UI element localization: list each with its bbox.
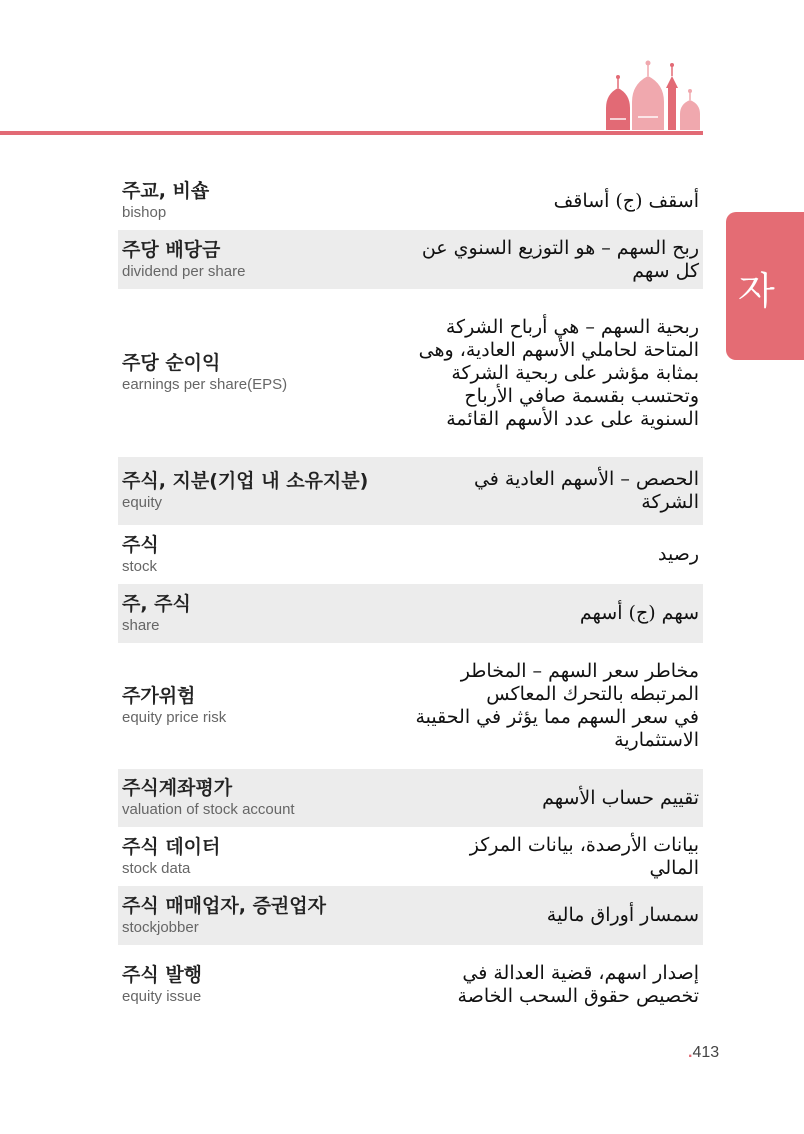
glossary-entry bbox=[118, 457, 703, 525]
glossary-entry bbox=[118, 289, 703, 457]
term-arabic: ربحية السهم – هي أرباح الشركة المتاحة لحاملي الأسهم العادية، وهى بمثابة مؤشر على ربحية الشركة وتحتسب بقسمة صافي الأرباح السنوية على عدد الأسهم القائمة bbox=[418, 315, 699, 430]
term-korean: 주식, 지분(기업 내 소유지분) bbox=[122, 470, 369, 492]
glossary-list bbox=[118, 172, 703, 1025]
glossary-entry bbox=[118, 525, 703, 584]
term-arabic: ربح السهم – هو التوزيع السنوي عن كل سهم bbox=[421, 236, 699, 282]
term-english: earnings per share(EPS) bbox=[122, 376, 288, 393]
term-arabic: سمسار أوراق مالية bbox=[546, 904, 699, 926]
term-arabic: سهم (ج) أسهم bbox=[579, 602, 699, 624]
glossary-entry bbox=[118, 886, 703, 945]
term-english: share bbox=[122, 616, 160, 634]
term-korean: 주식 매매업자, 증권업자 bbox=[122, 894, 326, 917]
term-arabic: إصدار اسهم، قضية العدالة في تخصيص حقوق السحب الخاصة bbox=[457, 962, 699, 1007]
glossary-entry bbox=[118, 643, 703, 769]
term-korean: 주교, 비숍 bbox=[122, 180, 210, 202]
term-arabic: بيانات الأرصدة، بيانات المركز المالي bbox=[469, 833, 699, 879]
term-arabic: رصيد bbox=[657, 543, 699, 565]
term-korean: 주식 데이터 bbox=[122, 835, 221, 858]
term-korean: 주식 bbox=[122, 533, 159, 556]
glossary-entry bbox=[118, 584, 703, 643]
term-english: equity issue bbox=[122, 988, 202, 1005]
section-tab-label: 자 bbox=[738, 269, 775, 313]
term-arabic: مخاطر سعر السهم – المخاطر المرتبطه بالتحرك المعاكس في سعر السهم مما يؤثر في الحقيبة الاستثمارية bbox=[415, 660, 699, 751]
term-korean: 주당 배당금 bbox=[122, 238, 221, 261]
header-rule bbox=[0, 131, 703, 135]
term-english: equity bbox=[122, 494, 163, 511]
page-number: .413 bbox=[688, 1044, 720, 1061]
term-english: stock bbox=[122, 557, 158, 575]
glossary-entry bbox=[118, 230, 703, 289]
page-number-value: 413 bbox=[692, 1044, 720, 1061]
term-korean: 주식계좌평가 bbox=[122, 777, 233, 799]
glossary-entry bbox=[118, 945, 703, 1025]
term-korean: 주, 주식 bbox=[122, 592, 191, 615]
term-arabic: الحصص – الأسهم العادية في الشركة bbox=[473, 468, 699, 513]
term-english: bishop bbox=[122, 204, 167, 221]
glossary-entry bbox=[118, 172, 703, 230]
mosque-illustration bbox=[598, 58, 704, 134]
section-tab bbox=[726, 212, 804, 360]
term-english: stockjobber bbox=[122, 918, 199, 936]
term-english: equity price risk bbox=[122, 709, 227, 726]
term-korean: 주당 순이익 bbox=[122, 352, 221, 374]
term-korean: 주가위험 bbox=[122, 685, 196, 707]
term-english: valuation of stock account bbox=[122, 801, 295, 818]
term-korean: 주식 발행 bbox=[122, 964, 203, 986]
term-english: stock data bbox=[122, 859, 191, 877]
term-arabic: أسقف (ج) أساقف bbox=[553, 189, 699, 212]
term-arabic: تقييم حساب الأسهم bbox=[542, 786, 699, 809]
glossary-entry bbox=[118, 827, 703, 886]
glossary-entry bbox=[118, 769, 703, 827]
term-english: dividend per share bbox=[122, 262, 246, 280]
